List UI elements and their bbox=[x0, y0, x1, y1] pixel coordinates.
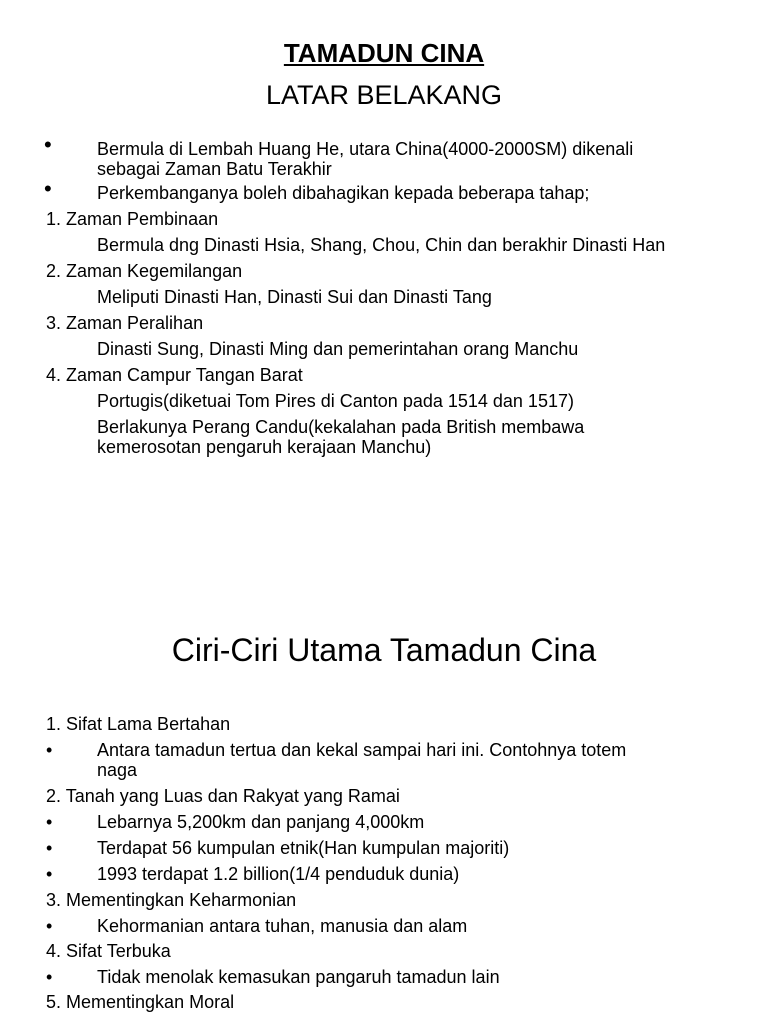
section-subtitle: LATAR BELAKANG bbox=[265, 80, 503, 110]
feature-point: 1993 terdapat 1.2 billion(1/4 penduduk dunia) bbox=[97, 864, 460, 884]
bullet-marker: • bbox=[46, 967, 53, 987]
feature-heading: 3. Mementingkan Keharmonian bbox=[46, 890, 297, 910]
stage-detail: Berlakunya Perang Candu(kekalahan pada British membawa bbox=[97, 417, 585, 437]
feature-heading: 5. Mementingkan Moral bbox=[46, 992, 235, 1012]
bullet-marker: • bbox=[46, 740, 53, 760]
bullet-text: Bermula di Lembah Huang He, utara China(4000-2000SM) dikenali bbox=[97, 139, 634, 159]
stage-detail-continued: kemerosotan pengaruh kerajaan Manchu) bbox=[97, 437, 432, 457]
feature-point: Kehormanian antara tuhan, manusia dan alam bbox=[97, 916, 468, 936]
stage-detail: Portugis(diketuai Tom Pires di Canton pada 1514 dan 1517) bbox=[97, 391, 574, 411]
feature-heading: 4. Sifat Terbuka bbox=[46, 941, 171, 961]
stage-heading: 3. Zaman Peralihan bbox=[46, 313, 204, 333]
feature-heading: 2. Tanah yang Luas dan Rakyat yang Ramai bbox=[46, 786, 400, 806]
bullet-marker: • bbox=[46, 864, 53, 884]
bullet-marker: • bbox=[46, 838, 53, 858]
feature-point: Terdapat 56 kumpulan etnik(Han kumpulan majoriti) bbox=[97, 838, 510, 858]
bullet-marker: • bbox=[46, 916, 53, 936]
stage-detail: Dinasti Sung, Dinasti Ming dan pemerintahan orang Manchu bbox=[97, 339, 579, 359]
feature-point: Lebarnya 5,200km dan panjang 4,000km bbox=[97, 812, 425, 832]
stage-heading: 4. Zaman Campur Tangan Barat bbox=[46, 365, 303, 385]
section-title: Ciri-Ciri Utama Tamadun Cina bbox=[171, 632, 597, 668]
stage-heading: 1. Zaman Pembinaan bbox=[46, 209, 219, 229]
bullet-marker: • bbox=[46, 812, 53, 832]
feature-point-continued: naga bbox=[97, 760, 138, 780]
bullet-text-continued: sebagai Zaman Batu Terakhir bbox=[97, 159, 332, 179]
document-title: TAMADUN CINA bbox=[283, 38, 485, 68]
feature-heading: 1. Sifat Lama Bertahan bbox=[46, 714, 231, 734]
stage-detail: Bermula dng Dinasti Hsia, Shang, Chou, Chin dan berakhir Dinasti Han bbox=[97, 235, 666, 255]
bullet-marker: • bbox=[44, 132, 52, 157]
bullet-text: Perkembanganya boleh dibahagikan kepada beberapa tahap; bbox=[97, 183, 590, 203]
stage-heading: 2. Zaman Kegemilangan bbox=[46, 261, 243, 281]
bullet-marker: • bbox=[44, 176, 52, 201]
feature-point: Antara tamadun tertua dan kekal sampai hari ini. Contohnya totem bbox=[97, 740, 627, 760]
stage-detail: Meliputi Dinasti Han, Dinasti Sui dan Dinasti Tang bbox=[97, 287, 492, 307]
feature-point: Tidak menolak kemasukan pangaruh tamadun lain bbox=[97, 967, 500, 987]
